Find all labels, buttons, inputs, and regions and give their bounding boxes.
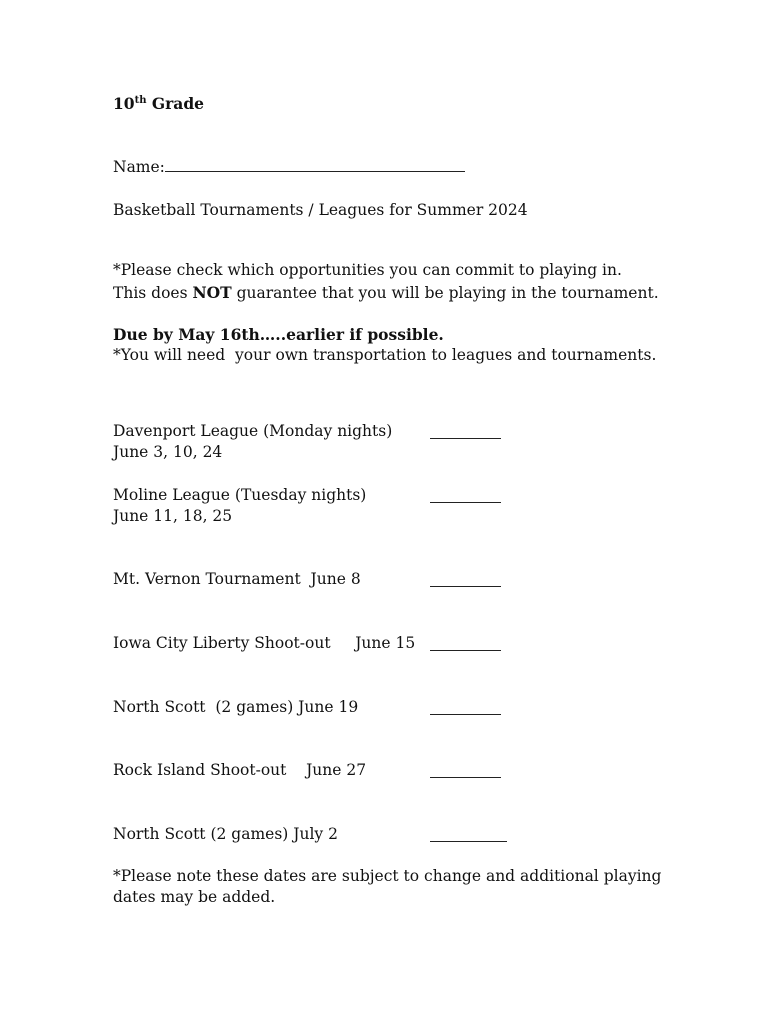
- grade-superscript: th: [134, 94, 147, 106]
- event-checkbox-line[interactable]: [430, 777, 501, 778]
- subtitle: Basketball Tournaments / Leagues for Summer 2024: [113, 201, 528, 219]
- event-title: Iowa City Liberty Shoot-out June 15: [113, 634, 416, 652]
- event-checkbox-line[interactable]: [430, 438, 501, 439]
- name-blank[interactable]: [165, 157, 465, 172]
- due-date: Due by May 16th…..earlier if possible.: [113, 325, 444, 344]
- event-title: Rock Island Shoot-out June 27: [113, 761, 367, 779]
- grade-word: Grade: [151, 94, 205, 113]
- event-checkbox-line[interactable]: [430, 841, 507, 842]
- event-title: Moline League (Tuesday nights): [113, 486, 367, 504]
- event-dates: June 3, 10, 24: [113, 443, 223, 461]
- grade-number: 10: [113, 94, 135, 113]
- name-label: Name:: [113, 158, 165, 176]
- not-emphasis: NOT: [192, 283, 232, 302]
- transportation-note: *You will need your own transportation to leagues and tournaments.: [113, 346, 657, 364]
- instruction-text-end: guarantee that you will be playing in the tournament.: [231, 284, 659, 302]
- event-checkbox-line[interactable]: [430, 650, 501, 651]
- document-page: [113, 0, 713, 1024]
- instruction-line-2: [113, 282, 659, 304]
- name-row: [113, 157, 465, 178]
- event-dates: June 11, 18, 25: [113, 507, 233, 525]
- event-title: North Scott (2 games) July 2: [113, 825, 338, 843]
- event-checkbox-line[interactable]: [430, 502, 501, 503]
- footer-note-line-1: *Please note these dates are subject to change and additional playing: [113, 867, 662, 885]
- event-title: Mt. Vernon Tournament June 8: [113, 570, 361, 588]
- grade-heading: [113, 93, 204, 114]
- instruction-line-1: *Please check which opportunities you can commit to playing in.: [113, 261, 622, 279]
- event-checkbox-line[interactable]: [430, 586, 501, 587]
- instruction-text: This does: [113, 284, 193, 302]
- event-title: Davenport League (Monday nights): [113, 422, 393, 440]
- event-title: North Scott (2 games) June 19: [113, 698, 359, 716]
- footer-note-line-2: dates may be added.: [113, 888, 276, 906]
- event-checkbox-line[interactable]: [430, 714, 501, 715]
